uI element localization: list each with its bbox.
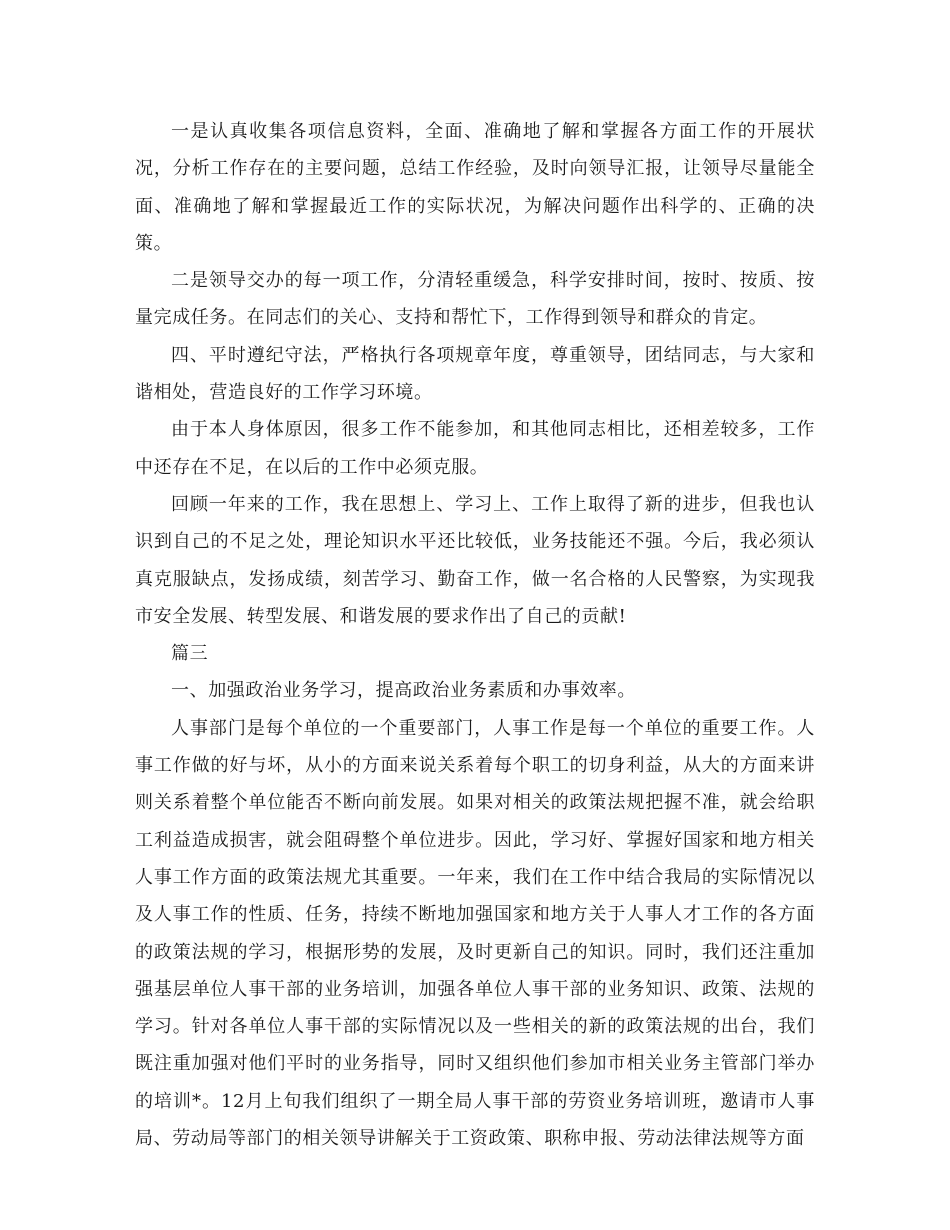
paragraph-info-collection: 一是认真收集各项信息资料，全面、准确地了解和掌握各方面工作的开展状况，分析工作存在的主要问题，总结工作经验，及时向领导汇报，让领导尽量能全面、准确地了解和掌握最近工作的实际状况，为解决问题作出科学的、正确的决策。: [135, 121, 815, 254]
paragraph-shortcomings: 由于本人身体原因，很多工作不能参加，和其他同志相比，还相差较多，工作中还存在不足，在以后的工作中必须克服。: [135, 419, 815, 478]
section-heading-part-three: 篇三: [171, 643, 209, 665]
paragraph-discipline: 四、平时遵纪守法，严格执行各项规章年度，尊重领导，团结同志，与大家和谐相处，营造良好的工作学习环境。: [135, 344, 815, 404]
paragraph-review: 回顾一年来的工作，我在思想上、学习上、工作上取得了新的进步，但我也认识到自己的不足之处，理论知识水平还比较低，业务技能还不强。今后，我必须认真克服缺点，发扬成绩，刻苦学习、勤奋工作，做一名合格的人民警察，为实现我市安全发展、转型发展、和谐发展的要求作出了自己的贡献!: [135, 493, 815, 627]
paragraph-assigned-tasks: 二是领导交办的每一项工作，分清轻重缓急，科学安排时间，按时、按质、按量完成任务。在同志们的关心、支持和帮忙下，工作得到领导和群众的肯定。: [135, 270, 815, 329]
document-body: [135, 113, 815, 1157]
paragraph-heading-study: 一、加强政治业务学习，提高政治业务素质和办事效率。: [171, 680, 636, 702]
paragraph-personnel-work: 人事部门是每个单位的一个重要部门，人事工作是每一个单位的重要工作。人事工作做的好与坏，从小的方面来说关系着每个职工的切身利益，从大的方面来讲则关系着整个单位能否不断向前发展。如果对相关的政策法规把握不准，就会给职工利益造成损害，就会阻碍整个单位进步。因此，学习好、掌握好国家和地方相关人事工作方面的政策法规尤其重要。一年来，我们在工作中结合我局的实际情况以及人事工作的性质、任务，持续不断地加强国家和地方关于人事人才工作的各方面的政策法规的学习，根据形势的发展，及时更新自己的知识。同时，我们还注重加强基层单位人事干部的业务培训，加强各单位人事干部的业务知识、政策、法规的学习。针对各单位人事干部的实际情况以及一些相关的新的政策法规的出台，我们既注重加强对他们平时的业务指导，同时又组织他们参加市相关业务主管部门举办的培训*。12月上旬我们组织了一期全局人事干部的劳资业务培训班，邀请市人事局、劳动局等部门的相关领导讲解关于工资政策、职称申报、劳动法律法规等方面: [135, 717, 815, 1150]
